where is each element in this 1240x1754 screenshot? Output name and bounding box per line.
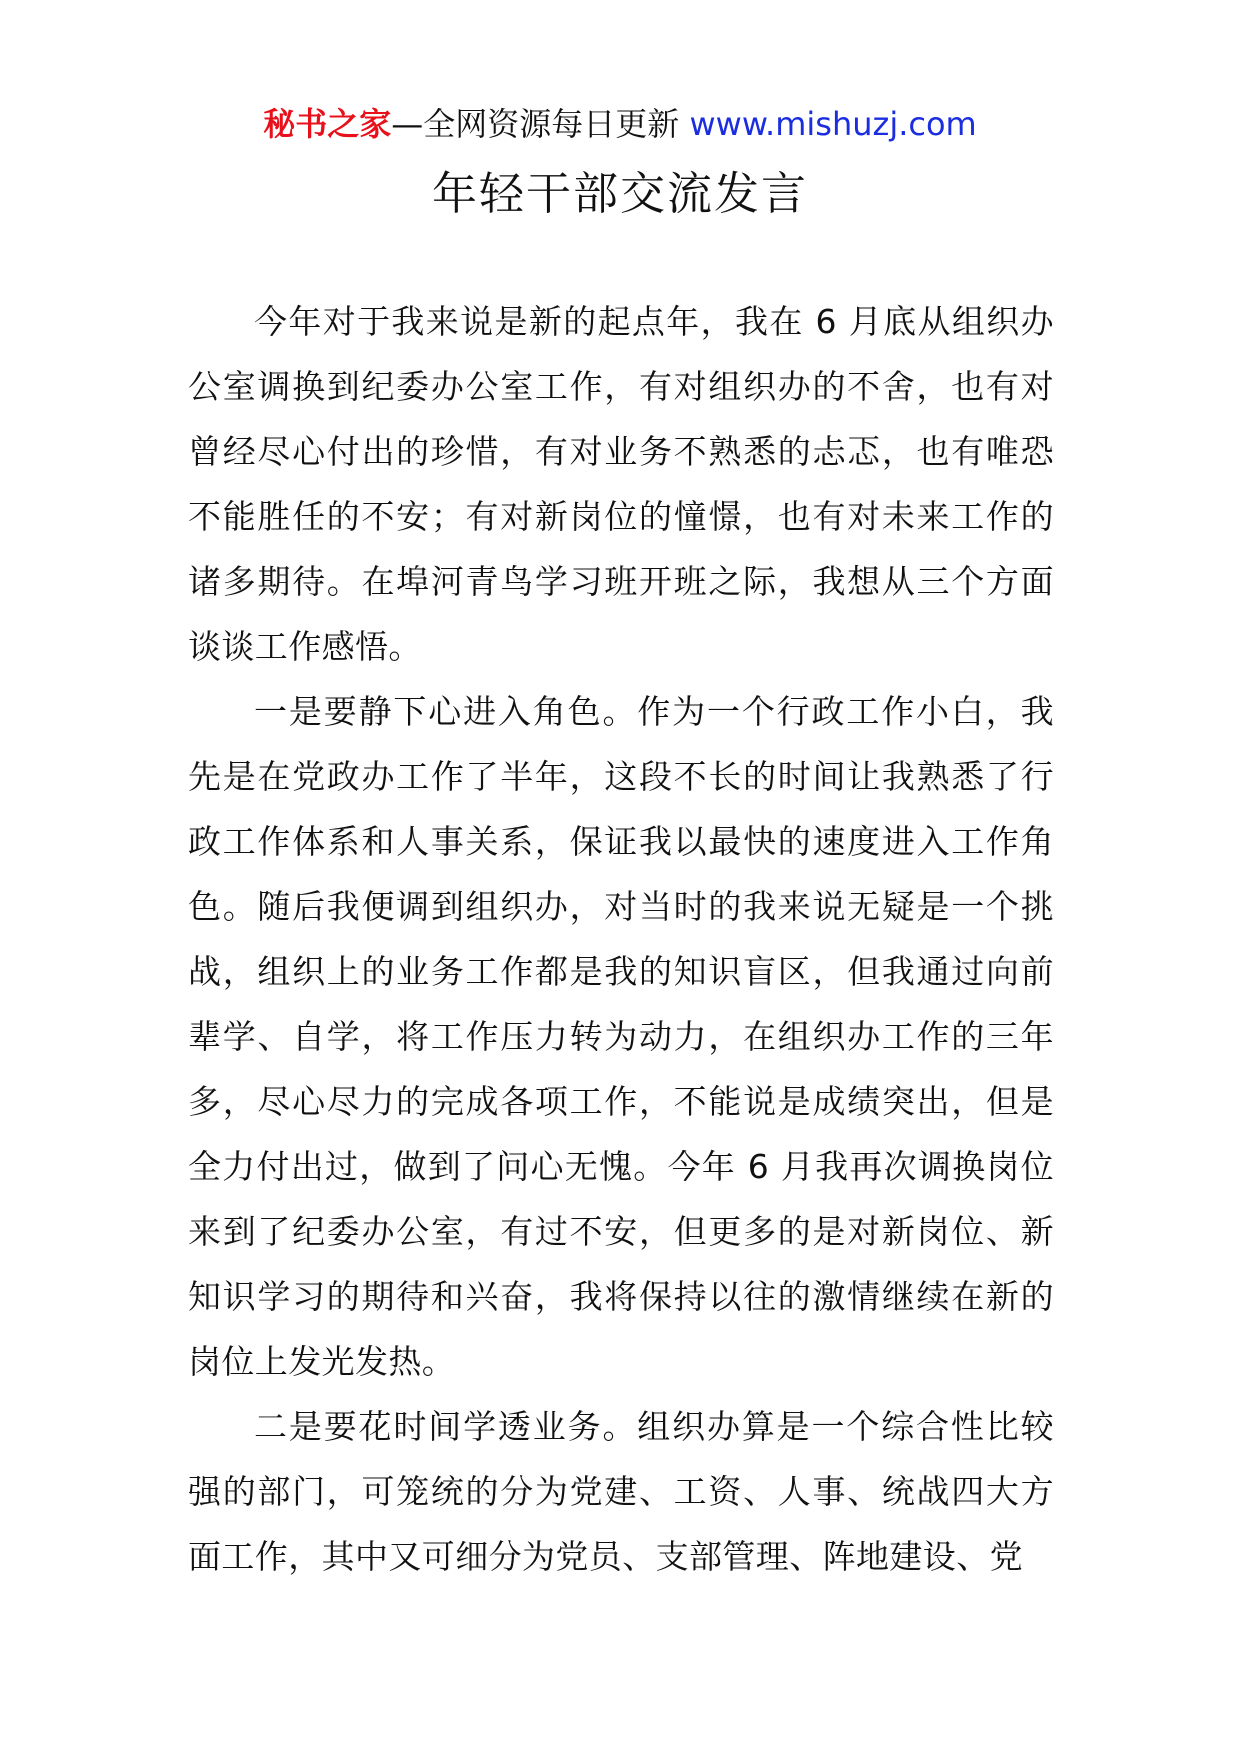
header-slogan: —全网资源每日更新 [391,105,690,143]
site-header [0,100,1240,148]
brand-name: 秘书之家 [263,105,392,143]
site-url-link[interactable]: www.mishuzj.com [689,105,977,143]
paragraph-point-two: 二是要花时间学透业务。组织办算是一个综合性比较强的部门，可笼统的分为党建、工资、人事、统战四大方面工作，其中又可细分为党员、支部管理、阵地建设、党 [188,1407,1054,1576]
document-title: 年轻干部交流发言 [431,167,808,220]
document-body [188,289,1054,1589]
paragraph-intro: 今年对于我来说是新的起点年，我在 6 月底从组织办公室调换到纪委办公室工作，有对组织办的不舍，也有对曾经尽心付出的珍惜，有对业务不熟悉的忐忑，也有唯恐不能胜任的不安；有对新岗位的憧憬，也有对未来工作的诸多期待。在埠河青鸟学习班开班之际，我想从三个方面谈谈工作感悟。 [188,302,1054,666]
paragraph-point-one: 一是要静下心进入角色。作为一个行政工作小白，我先是在党政办工作了半年，这段不长的时间让我熟悉了行政工作体系和人事关系，保证我以最快的速度进入工作角色。随后我便调到组织办，对当时的我来说无疑是一个挑战，组织上的业务工作都是我的知识盲区，但我通过向前辈学、自学，将工作压力转为动力，在组织办工作的三年多，尽心尽力的完成各项工作，不能说是成绩突出，但是全力付出过，做到了问心无愧。今年 6 月我再次调换岗位来到了纪委办公室，有过不安，但更多的是对新岗位、新知识学习的期待和兴奋，我将保持以往的激情继续在新的岗位上发光发热。 [188,692,1054,1381]
